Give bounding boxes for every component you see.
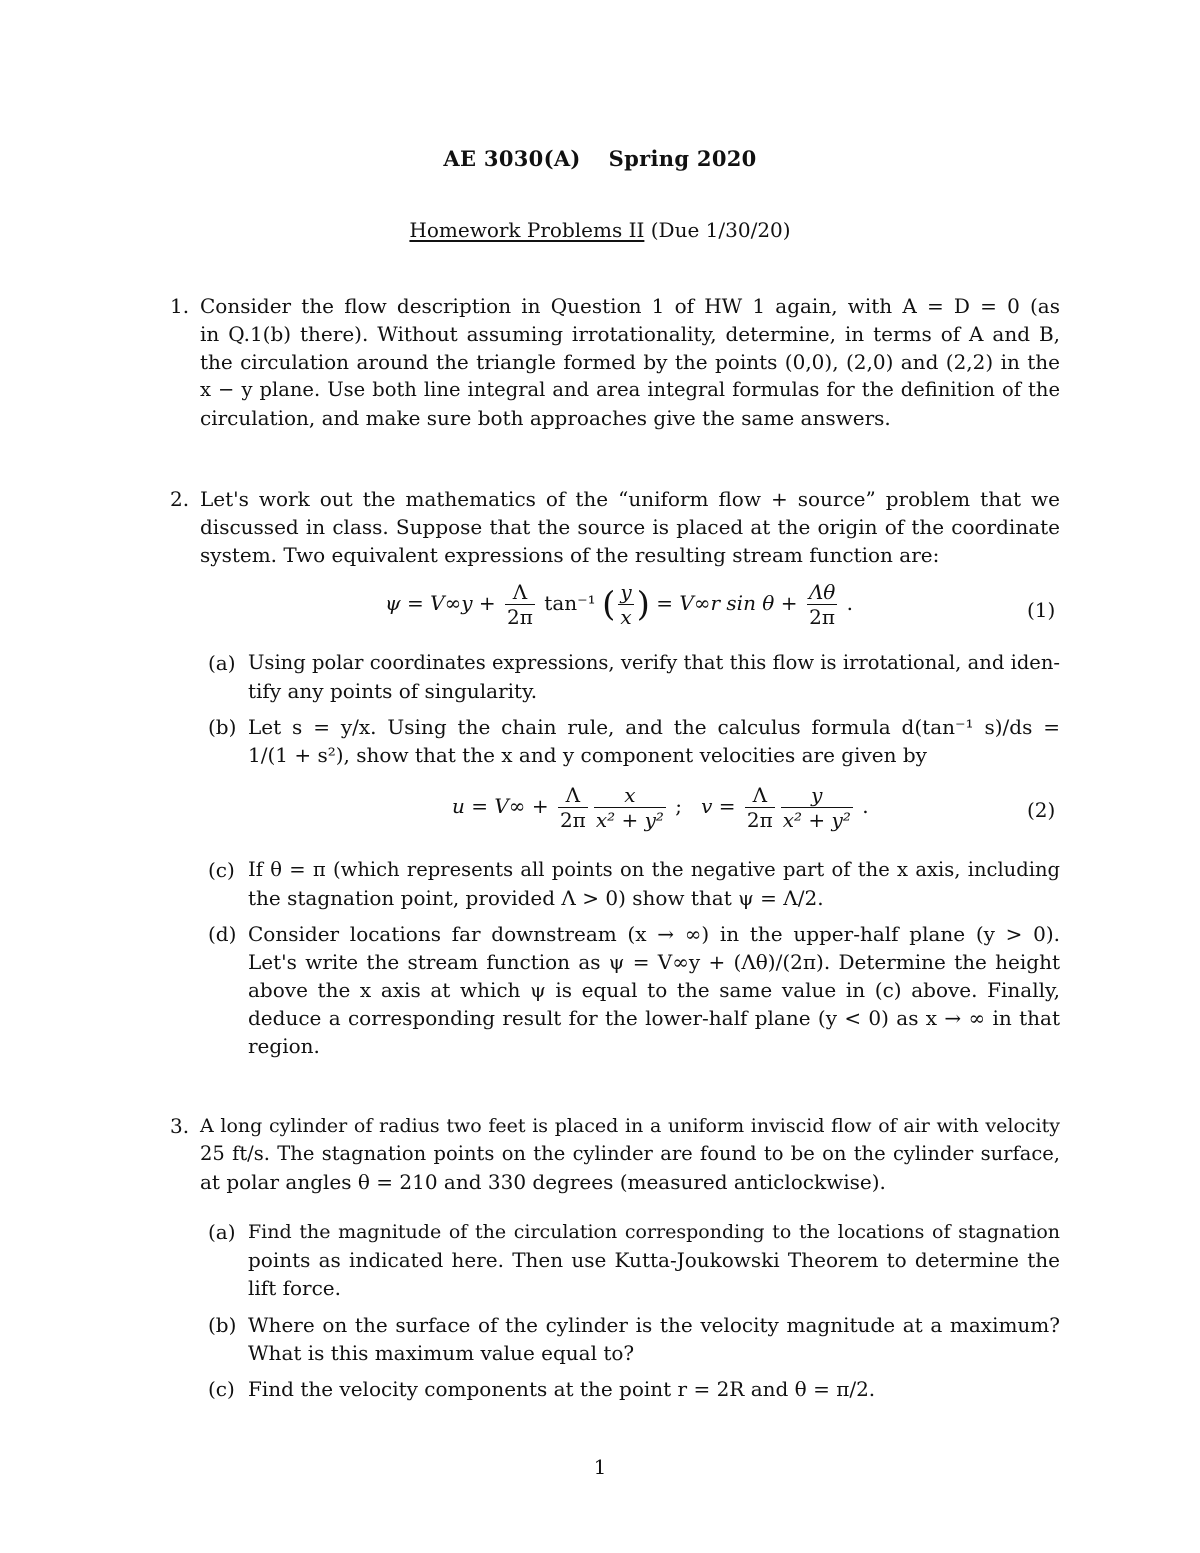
numerator: Λ xyxy=(505,580,535,605)
question-1-line: circulation, and make sure both approaches give the same answers. xyxy=(200,406,891,430)
fraction xyxy=(594,783,666,832)
part-line: region. xyxy=(248,1034,320,1058)
part-label: (b) xyxy=(208,715,237,739)
numerator: x xyxy=(594,783,666,808)
term: Spring 2020 xyxy=(608,146,757,171)
question-2-number: 2. xyxy=(170,487,190,511)
denominator: x xyxy=(620,605,632,629)
numerator: Λ xyxy=(745,783,775,808)
equation-2-v: v = xyxy=(701,794,736,818)
equation-1-lhs: ψ = V∞y + xyxy=(385,591,496,615)
fraction xyxy=(505,580,535,629)
homework-subtitle xyxy=(0,218,1200,242)
part-line: If θ = π (which represents all points on the negative part of the x axis, including xyxy=(248,858,1060,881)
paren-open: ( xyxy=(602,584,616,625)
question-2-line: Let's work out the mathematics of the “uniform flow + source” problem that we xyxy=(200,487,1060,511)
equation-period: . xyxy=(846,591,854,615)
denominator: 2π xyxy=(559,808,586,832)
part-line: tify any points of singularity. xyxy=(248,679,538,703)
question-3-number: 3. xyxy=(170,1114,190,1138)
numerator: Λθ xyxy=(808,580,836,604)
denominator: x² + y² xyxy=(782,808,851,832)
numerator: y xyxy=(620,580,632,604)
part-line: Consider locations far downstream (x → ∞) in the upper-half plane (y > 0). xyxy=(248,922,1060,946)
equation-2-label: (2) xyxy=(1027,798,1056,822)
question-3-line: 25 ft/s. The stagnation points on the cylinder are found to be on the cylinder surface, xyxy=(200,1142,1060,1165)
arctan: tan⁻¹ xyxy=(544,591,596,615)
denominator: 2π xyxy=(809,605,835,629)
question-1-line: in Q.1(b) there). Without assuming irrotationality, determine, in terms of A and B, xyxy=(200,322,1060,346)
equation-period: . xyxy=(862,794,869,818)
question-1-line: x − y plane. Use both line integral and area integral formulas for the definition of the xyxy=(200,378,1060,401)
part-line: deduce a corresponding result for the lower-half plane (y < 0) as x → ∞ in that xyxy=(248,1006,1060,1030)
part-line: 1/(1 + s²), show that the x and y component velocities are given by xyxy=(248,743,927,767)
question-1-number: 1. xyxy=(170,294,190,318)
part-line: the stagnation point, provided Λ > 0) show that ψ = Λ/2. xyxy=(248,886,824,910)
numerator: Λ xyxy=(558,783,588,808)
equation-1-middle: = V∞r sin θ + xyxy=(656,591,798,615)
part-label: (a) xyxy=(208,651,236,675)
part-label: (c) xyxy=(208,858,235,882)
part-label: (d) xyxy=(208,922,237,946)
equation-separator: ; xyxy=(675,794,683,818)
question-3-line: at polar angles θ = 210 and 330 degrees (measured anticlockwise). xyxy=(200,1170,886,1194)
equation-2-u: u = V∞ + xyxy=(452,794,549,818)
fraction xyxy=(781,783,853,832)
course-code: AE 3030(A) xyxy=(443,146,581,171)
question-3-line: A long cylinder of radius two feet is placed in a uniform inviscid flow of air with velocity xyxy=(200,1115,1060,1137)
numerator: y xyxy=(781,783,853,808)
part-line: Let s = y/x. Using the chain rule, and the calculus formula d(tan⁻¹ s)/ds = xyxy=(248,715,1060,739)
part-line: Find the velocity components at the point r = 2R and θ = π/2. xyxy=(248,1377,876,1401)
denominator: 2π xyxy=(507,605,533,629)
fraction xyxy=(618,580,633,629)
denominator: x² + y² xyxy=(595,808,664,832)
part-line: Let's write the stream function as ψ = V∞y + (Λθ)/(2π). Determine the height xyxy=(248,950,1060,974)
equation-1 xyxy=(385,580,853,629)
part-line: Find the magnitude of the circulation corresponding to the locations of stagnation xyxy=(248,1221,1060,1243)
page-number: 1 xyxy=(593,1455,607,1479)
part-label: (a) xyxy=(208,1220,236,1244)
fraction xyxy=(558,783,588,832)
part-line: lift force. xyxy=(248,1276,341,1300)
part-line: above the x axis at which ψ is equal to the same value in (c) above. Finally, xyxy=(248,978,1060,1002)
part-line: points as indicated here. Then use Kutta-Joukowski Theorem to determine the xyxy=(248,1248,1060,1272)
part-label: (c) xyxy=(208,1377,235,1401)
due-date: (Due 1/30/20) xyxy=(650,218,791,242)
part-line: Where on the surface of the cylinder is the velocity magnitude at a maximum? xyxy=(248,1313,1060,1337)
denominator: 2π xyxy=(746,808,773,832)
equation-1-label: (1) xyxy=(1027,598,1056,622)
question-1-line: the circulation around the triangle formed by the points (0,0), (2,0) and (2,2) in the xyxy=(200,350,1060,374)
fraction xyxy=(807,580,837,629)
equation-2 xyxy=(452,783,869,832)
part-label: (b) xyxy=(208,1313,237,1337)
page-title xyxy=(0,146,1200,171)
part-line: What is this maximum value equal to? xyxy=(248,1341,635,1365)
question-2-line: discussed in class. Suppose that the source is placed at the origin of the coordinate xyxy=(200,515,1060,539)
fraction xyxy=(745,783,775,832)
question-1-line: Consider the flow description in Question 1 of HW 1 again, with A = D = 0 (as xyxy=(200,294,1060,318)
homework-title: Homework Problems II xyxy=(409,218,645,242)
paren-close: ) xyxy=(636,584,650,625)
question-2-line: system. Two equivalent expressions of the resulting stream function are: xyxy=(200,543,940,567)
part-line: Using polar coordinates expressions, verify that this flow is irrotational, and iden- xyxy=(248,651,1060,674)
